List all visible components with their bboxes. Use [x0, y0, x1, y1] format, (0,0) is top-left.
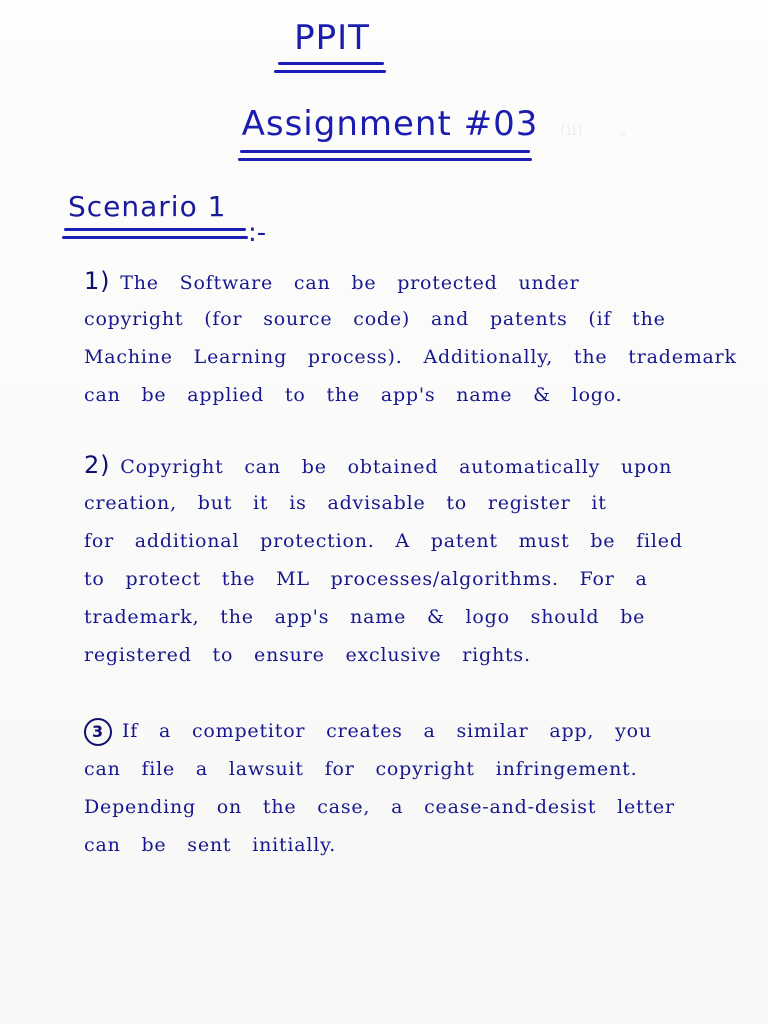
answer-line: 1) The Software can be protected under: [84, 267, 580, 295]
answer-number: 1): [84, 267, 111, 295]
page-title: PPIT: [294, 18, 370, 58]
answer-line: 2) Copyright can be obtained automatically upon: [84, 451, 673, 479]
answer-line: can be sent initially.: [84, 834, 337, 856]
answer-line: trademark, the app's name & logo should be: [84, 606, 646, 628]
answer-line: Machine Learning process). Additionally, the trademark: [84, 346, 737, 368]
answer-line: Depending on the case, a cease-and-desist letter: [84, 796, 675, 818]
answer-line: to protect the ML processes/algorithms. For a: [84, 568, 648, 590]
section-heading-suffix: :-: [248, 218, 267, 248]
title-underline: [274, 70, 386, 73]
subtitle-underline: [238, 158, 532, 161]
answer-line: for additional protection. A patent must be filed: [84, 530, 683, 552]
bleed-through-mark: ᵒ: [620, 126, 627, 145]
answer-line: copyright (for source code) and patents (if the: [84, 308, 666, 330]
section-underline: [64, 228, 246, 231]
answer-line: can be applied to the app's name & logo.: [84, 384, 623, 406]
section-underline: [62, 236, 248, 239]
answer-line: creation, but it is advisable to register it: [84, 492, 607, 514]
answer-3: [84, 712, 744, 864]
answer-line: can file a lawsuit for copyright infringement.: [84, 758, 638, 780]
answer-number-circled: 3: [84, 718, 112, 746]
subtitle-underline: [240, 150, 530, 153]
bleed-through-mark: (ii): [560, 120, 583, 139]
section-heading: Scenario 1: [68, 190, 227, 223]
answer-2: [84, 446, 744, 674]
page-subtitle: Assignment #03: [241, 104, 539, 144]
answer-number: 2): [84, 451, 111, 479]
title-underline: [278, 62, 384, 65]
answer-line: 3 If a competitor creates a similar app, you: [84, 712, 744, 750]
answer-1: [84, 262, 744, 414]
answer-line: registered to ensure exclusive rights.: [84, 644, 531, 666]
